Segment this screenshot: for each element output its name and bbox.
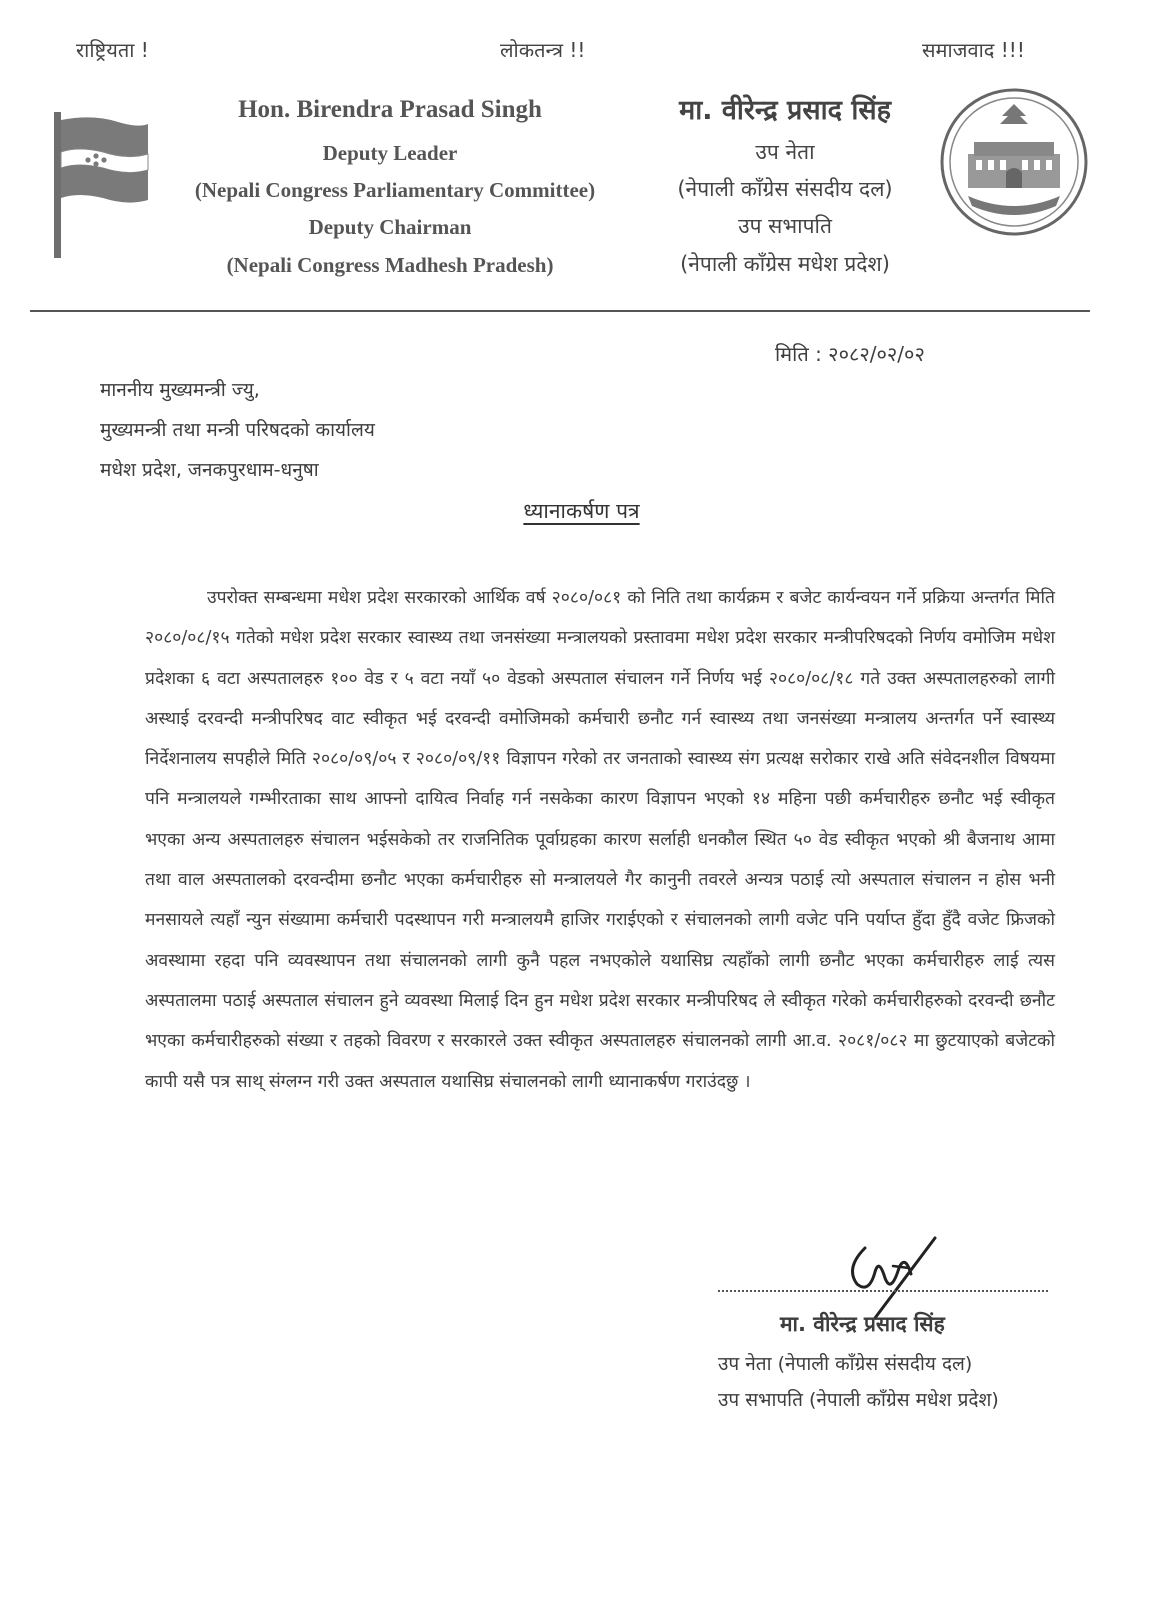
signature-name: मा. वीरेन्द्र प्रसाद सिंह [780, 1312, 945, 1336]
nepali-org-1: (नेपाली काँग्रेस संसदीय दल) [677, 177, 893, 201]
letter-subject [0, 497, 1163, 525]
signature-dotted-line [718, 1290, 1048, 1292]
motto-left: राष्ट्रियता ! [76, 38, 149, 62]
nepali-position-1: उप नेता [755, 140, 815, 164]
signature-title-2: उप सभापति (नेपाली काँग्रेस मधेश प्रदेश) [718, 1389, 999, 1411]
header-divider [30, 310, 1090, 312]
letter-body: उपरोक्त सम्बन्धमा मधेश प्रदेश सरकारको आर्थिक वर्ष २०८०/०८१ को निति तथा कार्यक्रम र बजेट कार्यन्वयन गर्ने प्रक्रिया अन्तर्गत मिति २०८०/०८/१५ गतेको मधेश प्रदेश सरकार स्वास्थ्य तथा जनसंख्या मन्त्रालयको प्रस्तावमा मधेश प्रदेश सरकार मन्त्रीपरिषदको निर्णय वमोजिम मधेश प्रदेशका ६ वटा अस्पतालहरु १०० वेड र ५ वटा नयाँ ५० वेडको अस्पताल संचालन गर्ने निर्णय भई २०८०/०८/१८ गते उक्त अस्पतालहरुको लागी अस्थाई दरवन्दी मन्त्रीपरिषद वाट स्वीकृत भई दरवन्दी वमोजिमको कर्मचारी छनौट गर्न स्वास्थ्य तथा जनसंख्या मन्त्रालय अन्तर्गत पर्ने स्वास्थ्य निर्देशनालय सपहीले मिति २०८०/०९/०५ र २०८०/०९/११ विज्ञापन गरेको तर जनताको स्वास्थ्य संग प्रत्यक्ष सरोकार राखे अति संवेदनशील विषयमा पनि मन्त्रालयले गम्भीरताका साथ आफ्नो दायित्व निर्वाह गर्न नसकेका कारण विज्ञापन भएको १४ महिना पछी कर्मचारीहरु छनौट भई स्वीकृत भएका अन्य अस्पतालहरु संचालन भईसकेको तर राजनितिक पूर्वाग्रहका कारण सर्लाही धनकौल स्थित ५० वेड स्वीकृत भएको श्री बैजनाथ आमा तथा वाल अस्पतालको दरवन्दीमा छनौट भएका कर्मचारीहरु सो मन्त्रालयले गैर कानुनी तवरले अन्यत्र पठाई त्यो अस्पताल संचालन न होस भनी मनसायले त्यहाँ न्युन संख्यामा कर्मचारी पदस्थापन गरी मन्त्रालयमै हाजिर गराईएको र संचालनको लागी वजेट पनि पर्याप्त हुँदा हुँदै वजेट फ्रिजको अवस्थामा रहदा पनि व्यवस्थापन तथा संचालनको लागी कुनै पहल नभएकोले यथासिघ्र त्यहाँको लागी छनौट भएका कर्मचारीहरु लाई त्यस अस्पतालमा पठाई अस्पताल संचालन हुने व्यवस्था मिलाई दिन हुन मधेश प्रदेश सरकार मन्त्रीपरिषद ले स्वीकृत गरेको कर्मचारीहरुको दरवन्दी छनौट भएका कर्मचारीहरुको संख्या र तहको विवरण र सरकारले उक्त स्वीकृत अस्पतालहरु संचालनको लागी आ.व. २०८१/०८२ मा छुटयाएको बजेटको कापी यसै पत्र साथ् संग्लग्न गरी उक्त अस्पताल यथासिघ्र संचालनको लागी ध्यानाकर्षण गराउंदछु । [145, 588, 1055, 1092]
motto-right: समाजवाद !!! [922, 38, 1025, 62]
recipient-line-3: मधेश प्रदेश, जनकपुरधाम-धनुषा [100, 459, 319, 481]
nepali-name: मा. वीरेन्द्र प्रसाद सिंह [679, 95, 891, 126]
letter-date: मिति : २०८२/०२/०२ [775, 342, 925, 366]
english-position-1: Deputy Leader [322, 141, 458, 165]
party-flag-icon [48, 108, 158, 260]
letter-subject-text: ध्यानाकर्षण पत्र [523, 499, 640, 523]
english-org-1: (Nepali Congress Parliamentary Committee) [194, 178, 596, 202]
english-name: Hon. Birendra Prasad Singh [238, 96, 542, 123]
motto-center: लोकतन्त्र !! [500, 38, 586, 62]
recipient-line-2: मुख्यमन्त्री तथा मन्त्री परिषदको कार्यालय [100, 419, 375, 441]
nepali-org-2: (नेपाली काँग्रेस मधेश प्रदेश) [680, 252, 890, 276]
english-position-2: Deputy Chairman [308, 215, 472, 239]
signature-title-1: उप नेता (नेपाली काँग्रेस संसदीय दल) [718, 1353, 973, 1375]
nepali-position-2: उप सभापति [738, 214, 832, 238]
english-org-2: (Nepali Congress Madhesh Pradesh) [226, 253, 554, 277]
parliament-emblem-icon [938, 84, 1090, 240]
recipient-line-1: माननीय मुख्यमन्त्री ज्यु, [100, 379, 260, 401]
